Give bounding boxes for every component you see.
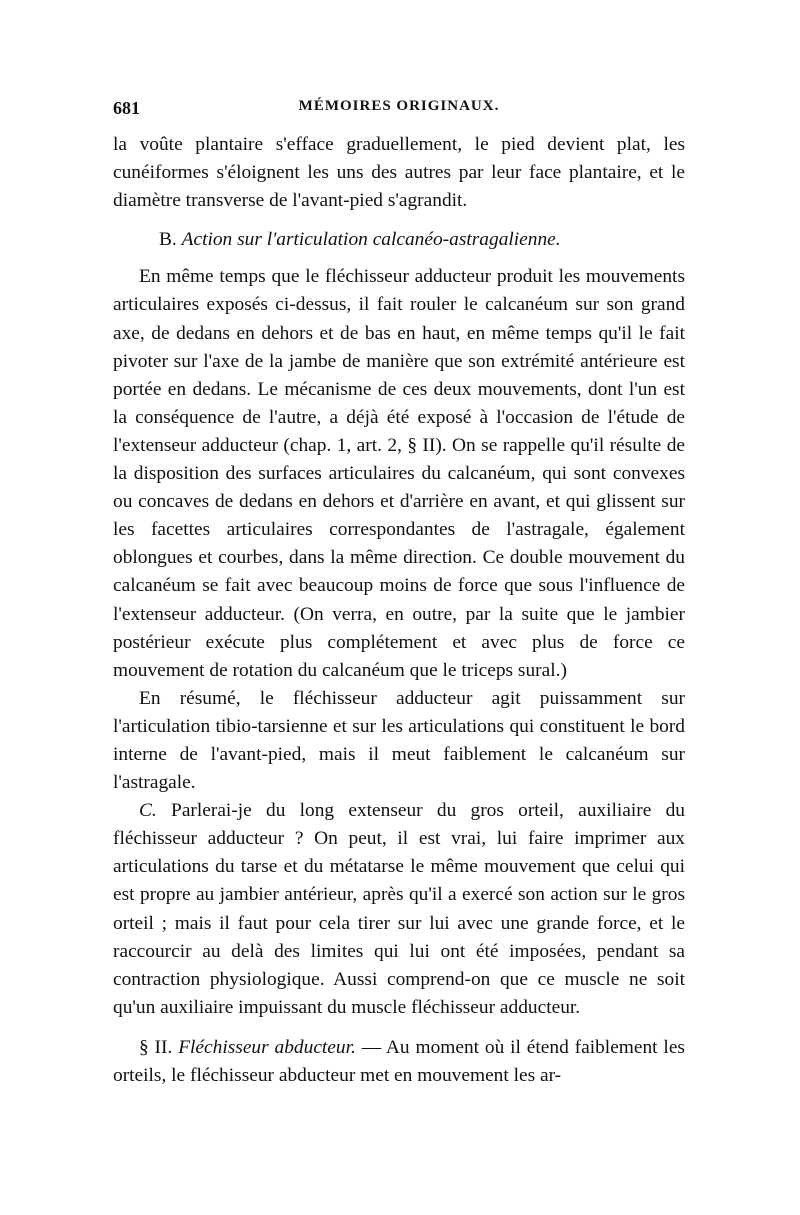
- paragraph-3: En résumé, le fléchisseur adducteur agit puissamment sur l'articulation tibio-tarsienne et sur les articulations qui constituent le bord interne de l'avant-pied, mais il meut faiblement le calcanéum sur l'astragale.: [113, 687, 685, 794]
- paragraph-4-letter: C.: [139, 800, 157, 822]
- page-number: 681: [113, 98, 140, 118]
- paragraph-5-section: § II.: [139, 1036, 173, 1058]
- section-b-heading: [113, 226, 685, 254]
- paragraph-2: En même temps que le fléchisseur adducteur produit les mouvements articulaires exposés ci-dessus, il fait rouler le calcanéum sur son grand axe, de dedans en dehors et de bas en haut, en même temps qu'il le fait pivoter sur l'axe de la jambe de manière que son extrémité antérieure est portée en dedans. Le mécanisme de ces deux mouvements, dont l'un est la conséquence de l'autre, a déjà été exposé à l'occasion de l'étude de l'extenseur adducteur (chap. 1, art. 2, § II). On se rappelle qu'il résulte de la disposition des surfaces articulaires du calcanéum, qui sont convexes ou concaves de dedans en dehors et d'arrière en avant, et qui glissent sur les facettes articulaires correspondantes de l'astragale, également oblongues et courbes, dans la même direction. Ce double mouvement du calcanéum se fait avec beaucoup moins de force que sous l'influence de l'extenseur adducteur. (On verra, en outre, par la suite que le jambier postérieur exécute plus complétement et avec plus de force ce mouvement de rotation du calcanéum que le triceps sural.): [113, 266, 685, 681]
- paragraph-5-text: — Au moment où il étend faiblement les orteils, le fléchisseur abducteur met en mouvement les ar-: [113, 1036, 685, 1086]
- running-title: MÉMOIRES ORIGINAUX.: [298, 98, 500, 114]
- paragraph-1: la voûte plantaire s'efface graduellement, le pied devient plat, les cunéiformes s'éloignent les uns des autres par leur face plantaire, et le diamètre transverse de l'avant-pied s'agrandit.: [113, 134, 685, 212]
- paragraph-4-text: Parlerai-je du long extenseur du gros orteil, auxiliaire du fléchisseur adducteur ? On peut, il est vrai, lui faire imprimer aux articulations du tarse et du métatarse le même mouvement que celui qui est propre au jambier antérieur, après qu'il a exercé son action sur le gros orteil ; mais il faut pour cela tirer sur lui avec une grande force, et le raccourcir au delà des limites qui lui ont été imposées, pendant sa contraction physiologique. Aussi comprend-on que ce muscle ne soit qu'un auxiliaire impuissant du muscle fléchisseur adducteur.: [113, 800, 685, 1018]
- section-b-letter: B.: [159, 229, 177, 251]
- paragraph-4: [113, 797, 685, 1022]
- page-header: [113, 98, 685, 124]
- section-b-title: Action sur l'articulation calcanéo-astragalienne.: [181, 229, 561, 251]
- body-text: [113, 131, 685, 1090]
- paragraph-5: [113, 1034, 685, 1090]
- paragraph-5-title: Fléchisseur abducteur.: [178, 1036, 356, 1058]
